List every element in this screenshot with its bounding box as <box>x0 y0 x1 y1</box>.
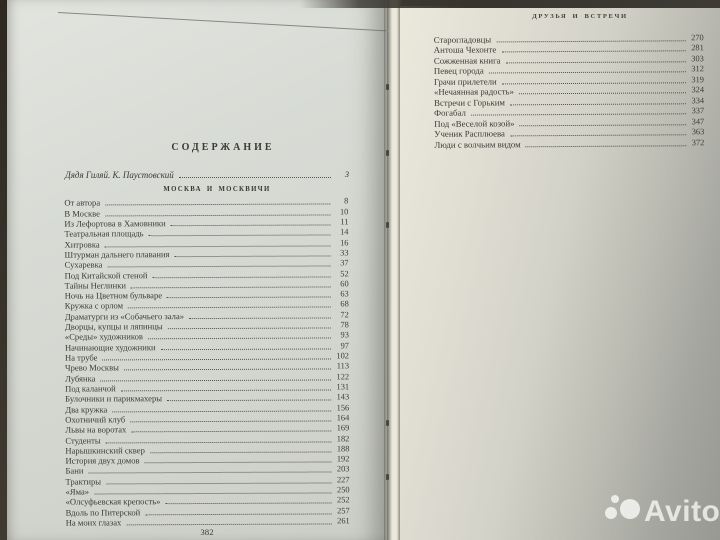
binding-stitch <box>386 84 389 90</box>
toc-page-number: 52 <box>340 268 349 278</box>
toc-label: Лубянка <box>65 373 96 384</box>
dotted-leader <box>88 472 331 474</box>
dotted-leader <box>171 224 331 226</box>
dotted-leader <box>145 513 331 515</box>
dotted-leader <box>105 204 330 206</box>
toc-page-number: 337 <box>691 106 705 116</box>
toc-label: В Москве <box>64 208 101 219</box>
dotted-leader <box>189 317 331 319</box>
toc-label: На моих глазах <box>65 517 122 528</box>
toc-row <box>66 516 350 528</box>
binding-stitch <box>386 420 389 426</box>
toc-label: «Среды» художников <box>64 331 143 342</box>
toc-page-number: 182 <box>336 433 350 443</box>
toc-page-number: 270 <box>691 32 704 42</box>
toc-label: Бани <box>65 465 84 477</box>
right-toc-list <box>434 32 705 149</box>
toc-label: На трубе <box>64 352 98 363</box>
toc-label: Под «Веселой козой» <box>434 117 515 129</box>
toc-page-number: 363 <box>691 127 705 137</box>
photo-background-left <box>0 0 7 540</box>
toc-page-number: 11 <box>340 217 349 227</box>
dotted-leader <box>471 113 686 115</box>
toc-label: Львы на воротах <box>65 424 127 435</box>
toc-label: «Олсуфьевская крепость» <box>65 496 161 507</box>
contents-title: СОДЕРЖАНИЕ <box>171 142 275 153</box>
toc-page-number: 319 <box>691 74 704 84</box>
toc-label: Трактиры <box>65 476 102 487</box>
toc-label: Вдоль по Питерской <box>65 506 141 518</box>
dotted-leader <box>167 297 331 299</box>
toc-page-number: 281 <box>691 43 704 53</box>
toc-label: Дворцы, купцы и ляпинцы <box>64 321 163 332</box>
dotted-leader <box>149 235 331 237</box>
dotted-leader <box>107 266 330 268</box>
toc-label: «Нечаянная радость» <box>433 86 514 97</box>
toc-label: Люди с волчьим видом <box>434 138 521 150</box>
toc-label: Булочники и парикмахеры <box>65 393 163 404</box>
toc-label: «Яма» <box>65 486 90 497</box>
binding-stitch <box>386 150 389 156</box>
toc-page-number: 324 <box>691 85 705 95</box>
dotted-leader <box>506 61 686 63</box>
dotted-leader <box>150 451 331 453</box>
toc-page-number: 250 <box>336 485 350 495</box>
toc-intro-row <box>65 169 349 180</box>
toc-page-number: 113 <box>336 361 350 371</box>
dotted-leader <box>161 348 331 350</box>
toc-label: Антоша Чехонте <box>433 44 497 55</box>
dotted-leader <box>100 379 331 381</box>
toc-page-number: 10 <box>339 207 349 217</box>
toc-label: История двух домов <box>65 455 140 466</box>
toc-page-number: 122 <box>336 372 350 382</box>
toc-page-number: 312 <box>691 64 704 74</box>
toc-label: Драматурги из «Собачьего зала» <box>64 310 185 322</box>
dotted-leader <box>130 420 331 422</box>
toc-page-number: 14 <box>340 227 349 237</box>
dotted-leader <box>126 523 331 525</box>
dotted-leader <box>165 503 331 505</box>
toc-page-number: 63 <box>340 289 349 299</box>
dotted-leader <box>519 92 686 94</box>
toc-page-number: 347 <box>691 116 705 126</box>
toc-page-number: 68 <box>340 299 349 309</box>
dotted-leader <box>102 358 331 360</box>
toc-page-number: 60 <box>340 279 349 289</box>
header-rule <box>58 12 394 32</box>
toc-label: Тайны Неглинки <box>64 280 127 291</box>
toc-label: Нарышкинский сквер <box>65 445 145 456</box>
toc-label: Ночь на Цветном бульваре <box>64 290 163 301</box>
dotted-leader <box>121 389 331 391</box>
toc-label: Чрево Москвы <box>65 362 119 373</box>
toc-label: Сухаревка <box>64 259 103 270</box>
toc-page-number: 78 <box>340 320 349 330</box>
toc-label: Штурман дальнего плавания <box>64 249 170 260</box>
toc-page-number: 156 <box>336 402 350 412</box>
dotted-leader <box>148 338 331 340</box>
dotted-leader <box>501 50 686 52</box>
toc-label: Под каланчой <box>65 383 116 394</box>
dotted-leader <box>168 328 331 330</box>
toc-page-number: 261 <box>337 516 350 526</box>
binding-stitch <box>386 222 389 228</box>
toc-label: Грачи прилетели <box>433 75 497 87</box>
toc-intro-label: Дядя Гиляй. К. Паустовский <box>65 170 174 180</box>
toc-label: Хитровка <box>64 239 100 250</box>
section-heading: МОСКВА И МОСКВИЧИ <box>163 186 271 193</box>
toc-page-number: 192 <box>336 454 350 464</box>
toc-page-number: 257 <box>337 506 350 516</box>
dotted-leader <box>145 462 332 464</box>
dotted-leader <box>510 134 686 136</box>
dotted-leader <box>105 214 330 216</box>
dotted-leader <box>128 307 331 309</box>
toc-row <box>434 137 704 149</box>
dotted-leader <box>94 493 331 495</box>
dotted-leader <box>179 177 331 178</box>
toc-label: Охотничий клуб <box>65 414 126 425</box>
running-header: ДРУЗЬЯ И ВСТРЕЧИ <box>532 13 628 20</box>
dotted-leader <box>131 431 331 433</box>
toc-label: Из Лефортова в Хамовники <box>64 218 166 229</box>
toc-page-number: 72 <box>340 310 349 320</box>
toc-intro-page-number: 3 <box>344 170 349 179</box>
dotted-leader <box>175 255 331 257</box>
toc-page-number: 102 <box>336 351 349 361</box>
toc-page-number: 303 <box>691 53 704 63</box>
left-page <box>6 0 387 540</box>
toc-page-number: 188 <box>336 444 350 454</box>
toc-page-number: 169 <box>336 423 350 433</box>
toc-page-number: 37 <box>340 258 349 268</box>
toc-page-number: 16 <box>340 237 349 247</box>
toc-label: Два кружка <box>65 403 108 415</box>
dotted-leader <box>124 369 331 371</box>
toc-label: Сожженная книга <box>433 54 501 66</box>
photo-background-top <box>300 0 720 8</box>
dotted-leader <box>502 82 686 84</box>
dotted-leader <box>112 410 331 412</box>
toc-page-number: 372 <box>691 137 705 147</box>
dotted-leader <box>526 145 687 147</box>
binding-stitch <box>386 474 389 480</box>
dotted-leader <box>152 276 330 278</box>
toc-page-number: 164 <box>336 413 350 423</box>
toc-label: Встречи с Горьким <box>434 96 506 108</box>
toc-label: Театральная площадь <box>64 228 144 239</box>
toc-label: Певец города <box>433 65 484 76</box>
page-number-folio: 382 <box>200 527 214 537</box>
avito-watermark-text: Avito <box>644 495 720 528</box>
dotted-leader <box>496 40 685 42</box>
toc-label: Под Китайской стеной <box>64 269 148 281</box>
toc-page-number: 334 <box>691 95 705 105</box>
toc-page-number: 33 <box>340 248 349 258</box>
toc-label: Старогладовцы <box>433 33 492 45</box>
avito-logo-icon <box>604 493 641 530</box>
toc-label: Студенты <box>65 434 101 446</box>
right-page <box>400 6 720 540</box>
dotted-leader <box>105 245 331 247</box>
dotted-leader <box>489 71 686 73</box>
dotted-leader <box>510 103 686 105</box>
dotted-leader <box>106 441 332 443</box>
left-toc-list <box>64 196 349 527</box>
avito-watermark <box>604 493 720 530</box>
toc-label: Начинающие художники <box>64 341 156 353</box>
toc-page-number: 93 <box>340 330 349 340</box>
toc-page-number: 97 <box>340 341 349 351</box>
toc-label: Кружка с орлом <box>64 300 124 312</box>
toc-page-number: 131 <box>336 382 350 392</box>
dotted-leader <box>131 286 331 288</box>
toc-page-number: 143 <box>336 392 350 402</box>
dotted-leader <box>106 482 331 484</box>
toc-page-number: 252 <box>337 495 350 505</box>
toc-page-number: 203 <box>336 464 350 474</box>
dotted-leader <box>520 124 687 126</box>
toc-label: Ученик Расплюева <box>434 128 505 139</box>
dotted-leader <box>167 400 331 402</box>
toc-page-number: 227 <box>336 475 350 485</box>
toc-label: Фогабал <box>434 107 466 118</box>
toc-label: От автора <box>64 197 101 208</box>
toc-page-number: 8 <box>344 196 349 206</box>
